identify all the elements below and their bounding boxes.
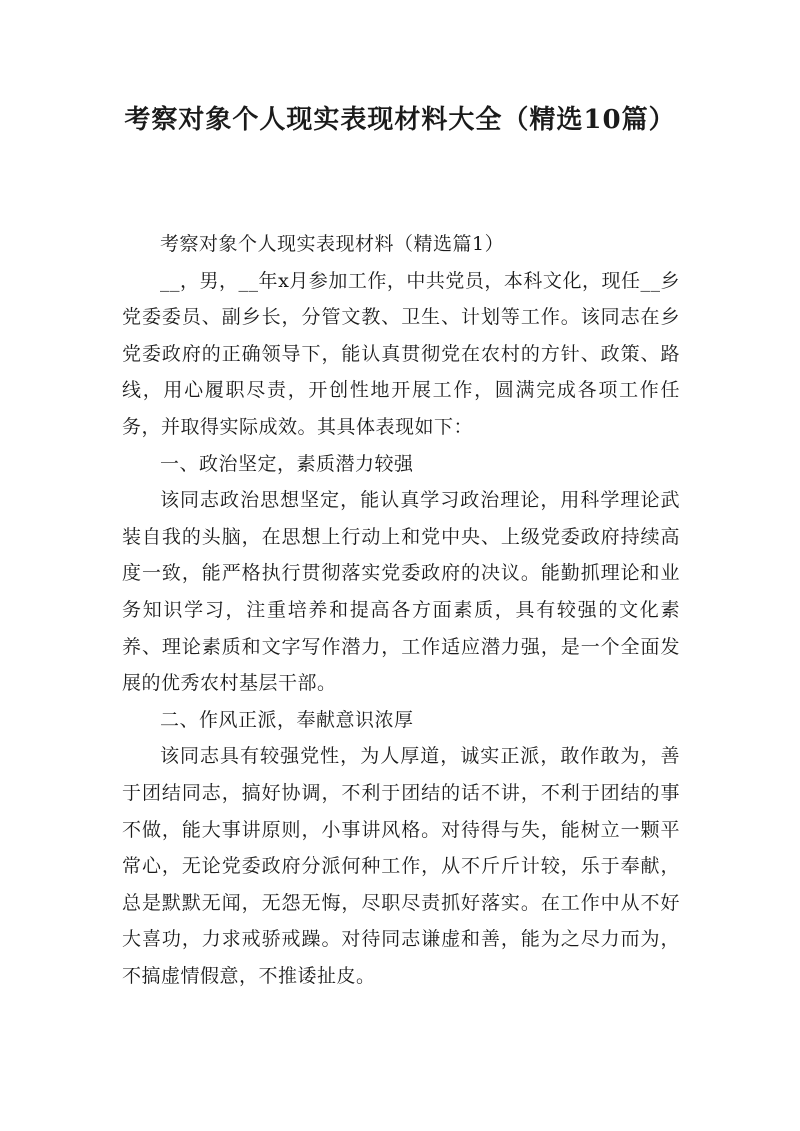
section-subtitle: 考察对象个人现实表现材料（精选篇1） (160, 233, 505, 255)
body-paragraph: 该同志政治思想坚定，能认真学习政治理论，用科学理论武装自我的头脑，在思想上行动上和党中央、上级党委政府持续高度一致，能严格执行贯彻落实党委政府的决议。能勤抓理论和业务知识学习，注重培养和提高各方面素质，具有较强的文化素养、理论素质和文字写作潜力，工作适应潜力强，是一个全面发展的优秀农村基层干部。 (122, 489, 680, 695)
body-paragraph: 该同志具有较强党性，为人厚道，诚实正派，敢作敢为，善于团结同志，搞好协调，不利于团结的话不讲，不利于团结的事不做，能大事讲原则，小事讲风格。对待得与失，能树立一颗平常心，无论党委政府分派何种工作，从不斤斤计较，乐于奉献，总是默默无闻，无怨无悔，尽职尽责抓好落实。在工作中从不好大喜功，力求戒骄戒躁。对待同志谦虚和善，能为之尽力而为，不搞虚情假意，不推诿扯皮。 (122, 745, 680, 987)
body-paragraph: __，男，__年x月参加工作，中共党员，本科文化，现任__乡党委委员、副乡长，分管文教、卫生、计划等工作。该同志在乡党委政府的正确领导下，能认真贯彻党在农村的方针、政策、路线，用心履职尽责，开创性地开展工作，圆满完成各项工作任务，并取得实际成效。其具体表现如下： (122, 269, 680, 438)
document-title: 考察对象个人现实表现材料大全（精选10篇） (124, 105, 676, 135)
section-heading: 一、政治坚定，素质潜力较强 (160, 452, 414, 475)
document-body (122, 226, 680, 994)
section-heading: 二、作风正派，奉献意识浓厚 (160, 708, 414, 731)
